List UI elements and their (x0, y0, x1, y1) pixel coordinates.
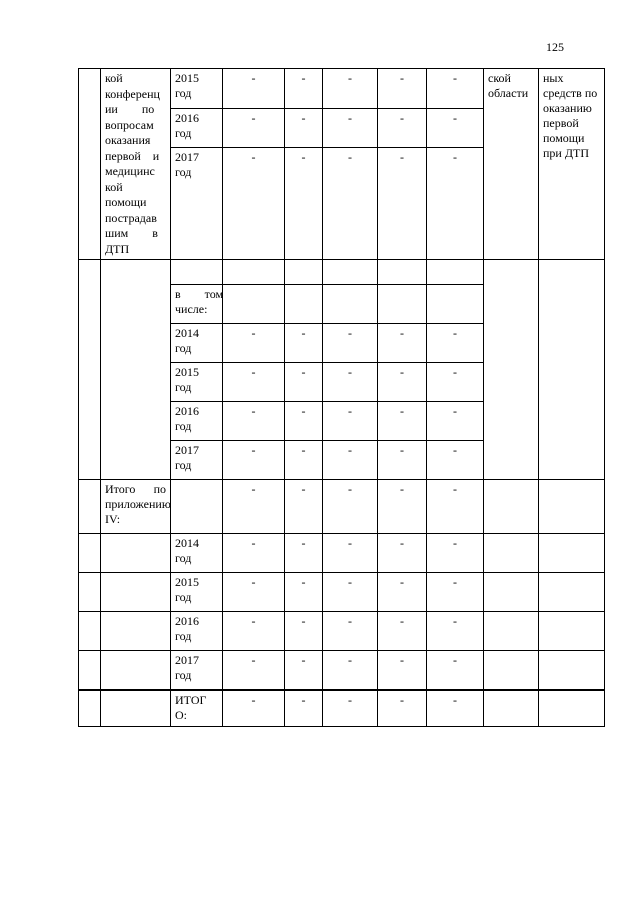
value-cell: - (223, 690, 285, 727)
value-cell: - (285, 402, 323, 441)
year-cell: 2016 год (171, 612, 223, 651)
value-cell: - (223, 441, 285, 480)
year-cell: 2016 год (171, 402, 223, 441)
executor-cell: ской области (484, 69, 539, 260)
value-cell: - (378, 534, 427, 573)
year-cell: 2014 год (171, 534, 223, 573)
empty-cell (223, 260, 285, 285)
value-cell: - (285, 108, 323, 148)
year-cell (171, 480, 223, 534)
grand-total-label: ИТОГО: (171, 690, 223, 727)
value-cell: - (223, 363, 285, 402)
num-cell (79, 690, 101, 727)
value-cell: - (285, 480, 323, 534)
table-row (79, 534, 605, 573)
table-row (79, 612, 605, 651)
num-cell (79, 260, 101, 480)
value-cell: - (427, 363, 484, 402)
table-row (79, 651, 605, 690)
value-cell: - (427, 441, 484, 480)
value-cell: - (323, 69, 378, 109)
value-cell: - (323, 148, 378, 260)
num-cell (79, 612, 101, 651)
value-cell: - (323, 690, 378, 727)
total-app-label: Итого по приложению IV: (101, 480, 171, 534)
year-cell: 2017 год (171, 148, 223, 260)
value-cell: - (223, 108, 285, 148)
result-cell (539, 260, 605, 480)
value-cell: - (323, 573, 378, 612)
empty-cell (539, 534, 605, 573)
value-cell: - (223, 148, 285, 260)
value-cell: - (285, 363, 323, 402)
empty-cell (378, 260, 427, 285)
value-cell: - (378, 148, 427, 260)
table-row (79, 690, 605, 727)
value-cell: - (378, 324, 427, 363)
num-cell (79, 534, 101, 573)
empty-cell (101, 612, 171, 651)
year-cell: 2015 год (171, 69, 223, 109)
year-cell: 2017 год (171, 651, 223, 690)
executor-cell (484, 260, 539, 480)
value-cell: - (427, 69, 484, 109)
value-cell: - (285, 651, 323, 690)
value-cell: - (323, 480, 378, 534)
page-number: 125 (546, 40, 564, 54)
num-cell (79, 69, 101, 260)
program-table (78, 68, 605, 727)
num-cell (79, 651, 101, 690)
empty-cell (539, 651, 605, 690)
value-cell: - (427, 480, 484, 534)
empty-cell (484, 480, 539, 534)
value-cell: - (285, 324, 323, 363)
value-cell: - (285, 534, 323, 573)
value-cell: - (378, 651, 427, 690)
value-cell: - (223, 573, 285, 612)
num-cell (79, 480, 101, 534)
empty-cell (323, 285, 378, 324)
empty-cell (484, 573, 539, 612)
year-cell: 2015 год (171, 573, 223, 612)
value-cell: - (285, 573, 323, 612)
empty-cell (539, 573, 605, 612)
value-cell: - (427, 402, 484, 441)
value-cell: - (427, 148, 484, 260)
table-row (79, 260, 605, 285)
year-cell: 2015 год (171, 363, 223, 402)
value-cell: - (285, 69, 323, 109)
empty-cell (484, 690, 539, 727)
empty-cell (427, 260, 484, 285)
measure-name-cell (101, 260, 171, 480)
value-cell: - (427, 573, 484, 612)
empty-cell (539, 612, 605, 651)
value-cell: - (285, 690, 323, 727)
value-cell: - (378, 480, 427, 534)
empty-cell (484, 651, 539, 690)
value-cell: - (378, 363, 427, 402)
value-cell: - (285, 441, 323, 480)
value-cell: - (427, 534, 484, 573)
measure-name-cell: кой конференц ии по вопросам оказания первой и медицинс кой помощи пострадав шим в ДТП (101, 69, 171, 260)
empty-cell (101, 651, 171, 690)
value-cell: - (223, 69, 285, 109)
value-cell: - (378, 441, 427, 480)
value-cell: - (427, 108, 484, 148)
empty-cell (101, 690, 171, 727)
value-cell: - (223, 402, 285, 441)
in-that-number-label: в том числе: (171, 285, 223, 324)
empty-cell (285, 260, 323, 285)
empty-cell (539, 690, 605, 727)
value-cell: - (223, 534, 285, 573)
empty-cell (101, 534, 171, 573)
table-row (79, 480, 605, 534)
table-row (79, 69, 605, 109)
result-cell: ных средств по оказанию первой помощи при ДТП (539, 69, 605, 260)
value-cell: - (323, 402, 378, 441)
value-cell: - (427, 612, 484, 651)
value-cell: - (427, 324, 484, 363)
value-cell: - (223, 480, 285, 534)
value-cell: - (323, 612, 378, 651)
value-cell: - (323, 108, 378, 148)
year-cell: 2014 год (171, 324, 223, 363)
empty-cell (223, 285, 285, 324)
empty-cell (323, 260, 378, 285)
value-cell: - (285, 612, 323, 651)
value-cell: - (223, 324, 285, 363)
table-row (79, 573, 605, 612)
value-cell: - (223, 651, 285, 690)
value-cell: - (378, 108, 427, 148)
num-cell (79, 573, 101, 612)
empty-cell (378, 285, 427, 324)
value-cell: - (427, 690, 484, 727)
value-cell: - (378, 402, 427, 441)
empty-cell (539, 480, 605, 534)
value-cell: - (323, 324, 378, 363)
value-cell: - (378, 612, 427, 651)
empty-cell (101, 573, 171, 612)
value-cell: - (378, 573, 427, 612)
year-cell: 2016 год (171, 108, 223, 148)
value-cell: - (323, 363, 378, 402)
empty-cell (285, 285, 323, 324)
value-cell: - (285, 148, 323, 260)
value-cell: - (323, 651, 378, 690)
value-cell: - (323, 534, 378, 573)
value-cell: - (427, 651, 484, 690)
year-cell: 2017 год (171, 441, 223, 480)
empty-cell (484, 534, 539, 573)
value-cell: - (323, 441, 378, 480)
empty-cell (484, 612, 539, 651)
value-cell: - (378, 690, 427, 727)
empty-cell (427, 285, 484, 324)
empty-cell (171, 260, 223, 285)
value-cell: - (223, 612, 285, 651)
value-cell: - (378, 69, 427, 109)
